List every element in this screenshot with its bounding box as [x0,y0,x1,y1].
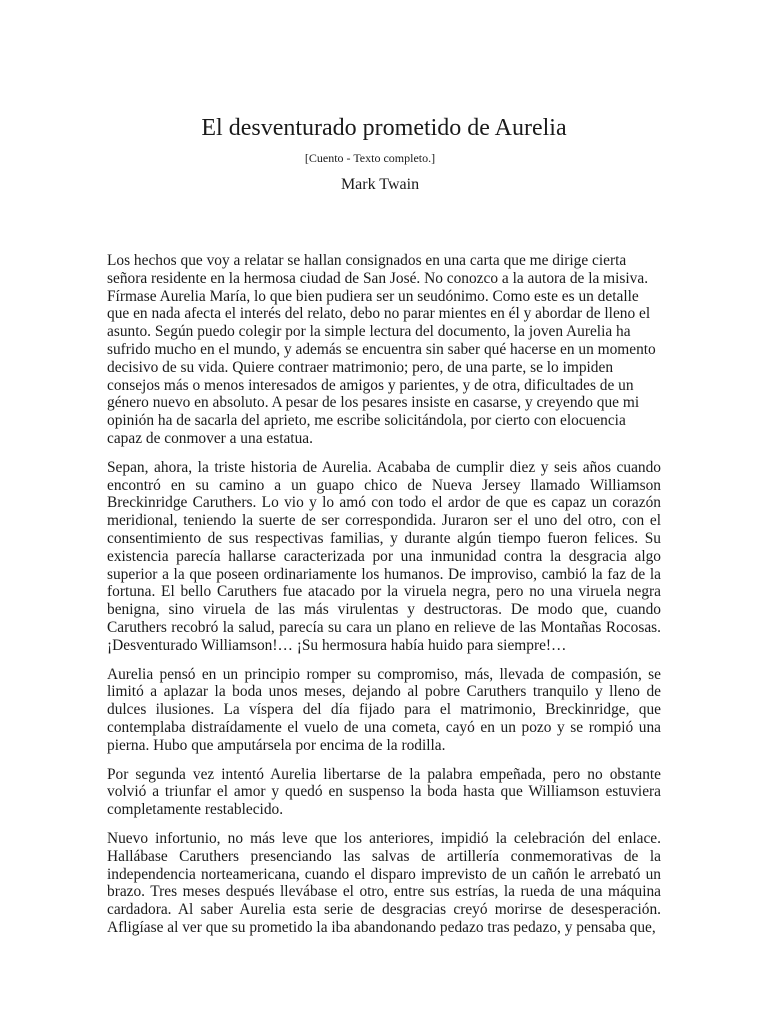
document-body [107,252,661,948]
paragraph: Sepan, ahora, la triste historia de Aurelia. Acababa de cumplir diez y seis años cuando encontró en su camino a un guapo chico de Nueva Jersey llamado Williamson Breckinridge Caruthers. Lo vio y lo amó con todo el ardor de que es capaz un corazón meridional, teniendo la suerte de ser correspondida. Juraron ser el uno del otro, con el consentimiento de sus respectivas familias, y durante algún tiempo fueron felices. Su existencia parecía hallarse caracterizada por una inmunidad contra la desgracia algo superior a la que poseen ordinariamente los humanos. De improviso, cambió la faz de la fortuna. El bello Caruthers fue atacado por la viruela negra, pero no una viruela negra benigna, sino viruela de las más virulentas y destructoras. De modo que, cuando Caruthers recobró la salud, parecía su cara un plano en relieve de las Montañas Rocosas. ¡Desventurado Williamson!… ¡Su hermosura había huido para siempre!… [107,458,661,654]
document-subtitle: [Cuento - Texto completo.] [304,151,436,165]
document-author: Mark Twain [340,176,420,193]
paragraph: Nuevo infortunio, no más leve que los anteriores, impidió la celebración del enlace. Hallábase Caruthers presenciando las salvas de artillería conmemorativas de la independencia norteamericana, cuando el disparo imprevisto de un cañón le arrebató un brazo. Tres meses después llevábase el otro, entre sus estrías, la rueda de una máquina cardadora. Al saber Aurelia esta serie de desgracias creyó morirse de desesperación. Afligíase al ver que su prometido la iba abandonando pedazo tras pedazo, y pensaba que, [107,829,661,936]
document-title: El desventurado prometido de Aurelia [201,115,567,141]
paragraph: Los hechos que voy a relatar se hallan consignados en una carta que me dirige cierta señora residente en la hermosa ciudad de San José. No conozco a la autora de la misiva. Fírmase Aurelia María, lo que bien pudiera ser un seudónimo. Como este es un detalle que en nada afecta el interés del relato, debo no parar mientes en él y abordar de lleno el asunto. Según puedo colegir por la simple lectura del documento, la joven Aurelia ha sufrido mucho en el mundo, y además se encuentra sin saber qué hacerse en un momento decisivo de su vida. Quiere contraer matrimonio; pero, de una parte, se lo impiden consejos más o menos interesados de amigos y parientes, y de otra, dificultades de un género nuevo en absoluto. A pesar de los pesares insiste en casarse, y creyendo que mi opinión ha de sacarla del aprieto, me escribe solicitándola, por cierto con elocuencia capaz de conmover a una estatua. [107,252,656,447]
paragraph: Por segunda vez intentó Aurelia libertarse de la palabra empeñada, pero no obstante volvió a triunfar el amor y quedó en suspenso la boda hasta que Williamson estuviera completamente restablecido. [107,765,661,819]
paragraph: Aurelia pensó en un principio romper su compromiso, más, llevada de compasión, se limitó a aplazar la boda unos meses, dejando al pobre Caruthers tranquilo y lleno de dulces ilusiones. La víspera del día fijado para el matrimonio, Breckinridge, que contemplaba distraídamente el vuelo de una cometa, cayó en un pozo y se rompió una pierna. Hubo que amputársela por encima de la rodilla. [107,665,661,754]
